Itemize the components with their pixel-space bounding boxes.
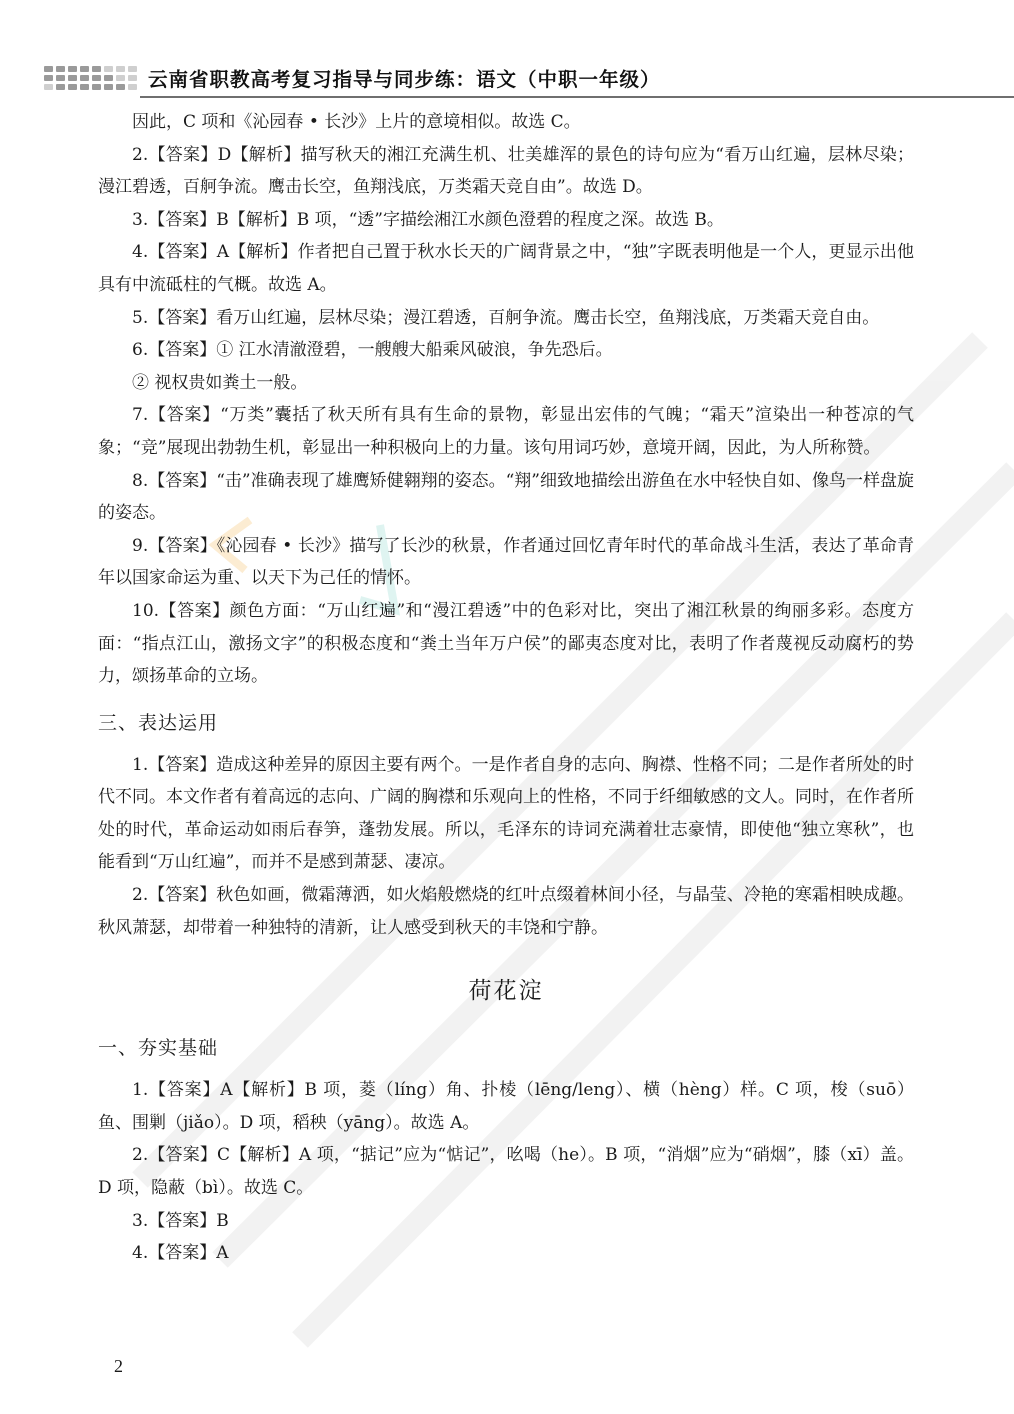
paragraph: 1.【答案】A【解析】B 项，菱（líng）角、扑棱（lēng/leng）、横（hèng）样。C 项，梭（suō）鱼、围剿（jiǎo）。D 项，稻秧（yāng）。故选 A。 xyxy=(98,1080,914,1133)
paragraph: ② 视权贵如粪土一般。 xyxy=(132,372,308,393)
paragraph: 8.【答案】“击”准确表现了雄鹰矫健翱翔的姿态。“翔”细致地描绘出游鱼在水中轻快自如、像鸟一样盘旋的姿态。 xyxy=(98,470,914,524)
page-number: 2 xyxy=(114,1356,123,1376)
section-heading: 三、表达运用 xyxy=(98,711,219,734)
paragraph: 4.【答案】A xyxy=(132,1243,229,1264)
paragraph: 9.【答案】《沁园春 • 长沙》描写了长沙的秋景，作者通过回忆青年时代的革命战斗生活，表达了革命青年以国家命运为重、以天下为己任的情怀。 xyxy=(98,535,914,589)
page-header xyxy=(0,58,1014,102)
lesson-title: 荷花淀 xyxy=(468,978,544,1005)
paragraph: 2.【答案】D【解析】描写秋天的湘江充满生机、壮美雄浑的景色的诗句应为“看万山红遍，层林尽染；漫江碧透，百舸争流。鹰击长空，鱼翔浅底，万类霜天竞自由”。故选 D。 xyxy=(98,144,914,198)
paragraph: 6.【答案】① 江水清澈澄碧，一艘艘大船乘风破浪，争先恐后。 xyxy=(132,340,613,361)
paragraph: 1.【答案】造成这种差异的原因主要有两个。一是作者自身的志向、胸襟、性格不同；二是作者所处的时代不同。本文作者有着高远的志向、广阔的胸襟和乐观向上的性格，不同于纤细敏感的文人。同时，在作者所处的时代，革命运动如雨后春笋，蓬勃发展。所以，毛泽东的诗词充满着壮志豪情，即使他“独立寒秋”，也能看到“万山红遍”，而并不是感到萧瑟、凄凉。 xyxy=(98,754,914,873)
paragraph: 5.【答案】看万山红遍，层林尽染；漫江碧透，百舸争流。鹰击长空，鱼翔浅底，万类霜天竞自由。 xyxy=(132,307,880,328)
section-heading: 一、夯实基础 xyxy=(98,1037,219,1060)
paragraph: 2.【答案】C【解析】A 项，“掂记”应为“惦记”，吆喝（he）。B 项，“消烟”应为“硝烟”，膝（xī）盖。D 项，隐蔽（bì）。故选 C。 xyxy=(98,1145,914,1199)
paragraph: 2.【答案】秋色如画，微霜薄洒，如火焰般燃烧的红叶点缀着林间小径，与晶莹、冷艳的寒霜相映成趣。秋风萧瑟，却带着一种独特的清新，让人感受到秋天的丰饶和宁静。 xyxy=(98,885,914,938)
paragraph: 4.【答案】A【解析】作者把自己置于秋水长天的广阔背景之中，“独”字既表明他是一个人，更显示出他具有中流砥柱的气概。故选 A。 xyxy=(98,242,914,295)
header-rule xyxy=(140,96,1014,98)
header-dots-decoration xyxy=(44,66,140,92)
header-title: 云南省职教高考复习指导与同步练：语文（中职一年级） xyxy=(148,68,661,91)
paragraph: 3.【答案】B【解析】B 项，“透”字描绘湘江水颜色澄碧的程度之深。故选 B。 xyxy=(132,209,724,230)
paragraph: 3.【答案】B xyxy=(132,1210,229,1231)
paragraph: 因此，C 项和《沁园春 • 长沙》上片的意境相似。故选 C。 xyxy=(132,112,581,132)
paragraph: 7.【答案】“万类”囊括了秋天所有具有生命的景物，彰显出宏伟的气魄；“霜天”渲染出一种苍凉的气象；“竞”展现出勃勃生机，彰显出一种积极向上的力量。该句用词巧妙，意境开阔，因此，为人所称赞。 xyxy=(98,405,914,458)
document-body xyxy=(98,106,914,1270)
paragraph: 10.【答案】颜色方面：“万山红遍”和“漫江碧透”中的色彩对比，突出了湘江秋景的绚丽多彩。态度方面：“指点江山，激扬文字”的积极态度和“粪土当年万户侯”的鄙夷态度对比，表明了作者蔑视反动腐朽的势力，颂扬革命的立场。 xyxy=(98,600,914,687)
